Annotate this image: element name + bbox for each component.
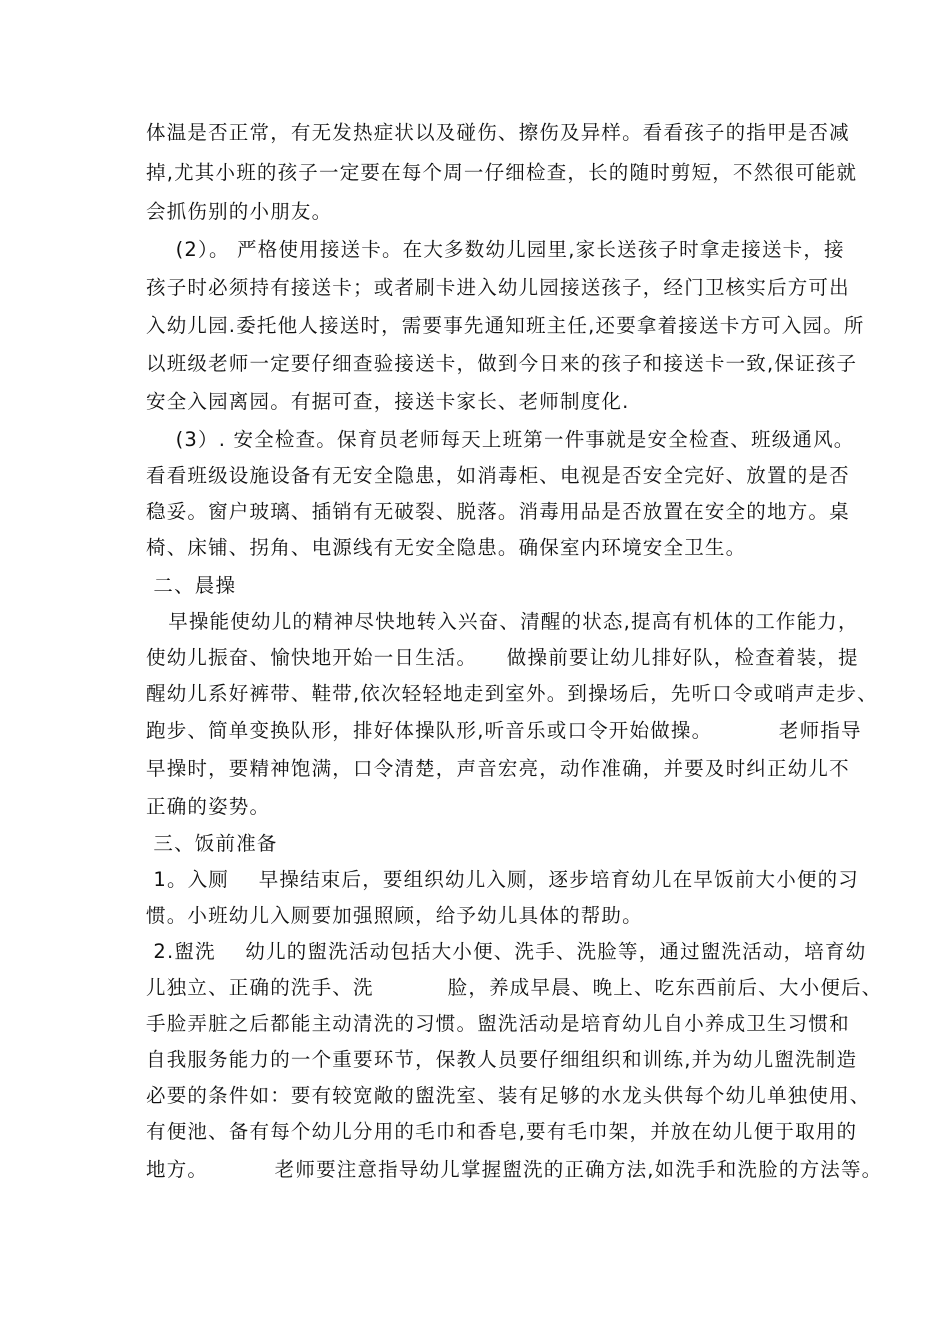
text-line: 必要的条件如：要有较宽敞的盥洗室、装有足够的水龙头供每个幼儿单独使用、 (146, 1084, 871, 1107)
text-line: 醒幼儿系好裤带、鞋带,依次轻轻地走到室外。到操场后，先听口令或哨声走步、 (146, 682, 878, 705)
text-line: 安全入园离园。有据可查，接送卡家长、老师制度化. (146, 390, 630, 413)
text-line: 正确的姿势。 (146, 795, 271, 818)
text-line: 掉,尤其小班的孩子一定要在每个周一仔细检查，长的随时剪短，不然很可能就 (146, 161, 858, 184)
text-line: 体温是否正常，有无发热症状以及碰伤、擦伤及异样。看看孩子的指甲是否减 (146, 121, 850, 144)
text-line: 椅、床铺、拐角、电源线有无安全隐患。确保室内环境安全卫生。 (146, 536, 747, 559)
text-line: 使幼儿振奋、愉快地开始一日生活。 做操前要让幼儿排好队，检查着装，提 (146, 646, 859, 669)
text-line: 自我服务能力的一个重要环节，保教人员要仔细组织和训练,并为幼儿盥洗制造 (146, 1048, 858, 1071)
text-line: 惯。小班幼儿入厕要加强照顾，给予幼儿具体的帮助。 (146, 904, 643, 927)
text-line: 1。入厕 早操结束后，要组织幼儿入厕，逐步培育幼儿在早饭前大小便的习 (146, 868, 859, 891)
text-line: 早操时，要精神饱满，口令清楚，声音宏亮，动作准确，并要及时纠正幼儿不 (146, 757, 850, 780)
text-line: 跑步、简单变换队形，排好体操队形,听音乐或口令开始做操。 老师指导 (146, 719, 862, 742)
text-line: 以班级老师一定要仔细查验接送卡，做到今日来的孩子和接送卡一致,保证孩子 (146, 352, 858, 375)
text-line: 稳妥。窗户玻璃、插销有无破裂、脱落。消毒用品是否放置在安全的地方。桌 (146, 500, 850, 523)
text-line: 有便池、备有每个幼儿分用的毛巾和香皂,要有毛巾架，并放在幼儿便于取用的 (146, 1120, 858, 1143)
text-line: 儿独立、正确的洗手、洗 脸，养成早晨、晚上、吃东西前后、大小便后、 (146, 976, 883, 999)
text-line: (3）. 安全检查。保育员老师每天上班第一件事就是安全检查、班级通风。 (146, 428, 855, 451)
text-line: (2）。 严格使用接送卡。在大多数幼儿园里,家长送孩子时拿走接送卡，接 (146, 238, 845, 261)
section-heading: 三、饭前准备 (146, 832, 278, 855)
text-line: 早操能使幼儿的精神尽快地转入兴奋、清醒的状态,提高有机体的工作能力， (146, 610, 859, 633)
text-line: 手脸弄脏之后都能主动清洗的习惯。盥洗活动是培育幼儿自小养成卫生习惯和 (146, 1012, 850, 1035)
section-heading: 二、晨操 (146, 574, 237, 597)
text-line: 孩子时必须持有接送卡；或者刷卡进入幼儿园接送孩子，经门卫核实后方可出 (146, 276, 850, 299)
text-line: 会抓伤别的小朋友。 (146, 200, 333, 223)
text-line: 2.盥洗 幼儿的盥洗活动包括大小便、洗手、洗脸等，通过盥洗活动，培育幼 (146, 940, 867, 963)
text-line: 地方。 老师要注意指导幼儿掌握盥洗的正确方法,如洗手和洗脸的方法等。 (146, 1158, 883, 1181)
text-line: 看看班级设施设备有无安全隐患，如消毒柜、电视是否安全完好、放置的是否 (146, 464, 850, 487)
text-line: 入幼儿园.委托他人接送时，需要事先通知班主任,还要拿着接送卡方可入园。所 (146, 314, 865, 337)
